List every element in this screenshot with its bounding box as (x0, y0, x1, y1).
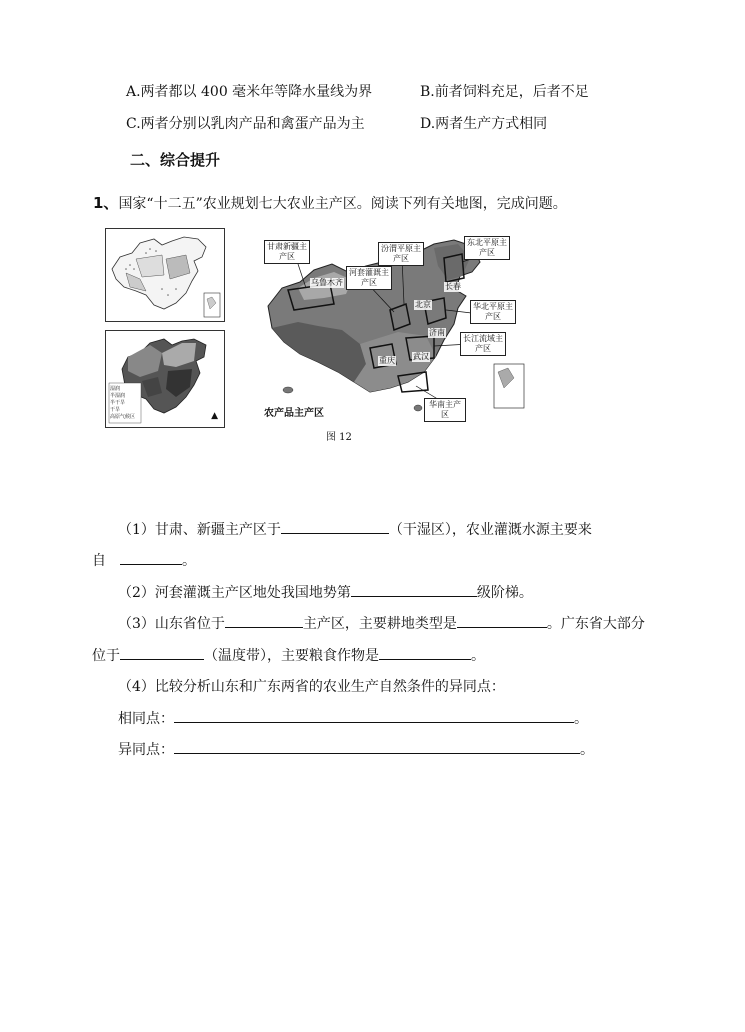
q3-text-end: 。 (471, 648, 485, 664)
label-dongbei: 东北平原主产区 (464, 236, 510, 260)
question-text: 国家“十二五”农业规划七大农业主产区。阅读下列有关地图，完成问题。 (118, 196, 567, 212)
city-wuhan: 武汉 (413, 352, 429, 361)
q3-text-d: 位于 (92, 648, 120, 664)
china-outline-map (106, 229, 224, 321)
option-b: B.前者饲料充足，后者不足 (420, 84, 589, 100)
answer-blank-q1-b[interactable] (120, 550, 182, 565)
label-changjiang: 长江流域主产区 (460, 332, 506, 356)
option-d: D.两者生产方式相同 (420, 116, 548, 132)
city-changchun: 长春 (445, 282, 461, 291)
legend-item-0: 湿润 (110, 386, 121, 392)
legend-item-4: 高原气候区 (110, 414, 136, 420)
sub-question-2 (118, 582, 533, 603)
option-a: A.两者都以 400 毫米年等降水量线为界 (126, 84, 373, 100)
answer-blank-differences[interactable] (174, 739, 580, 754)
option-c: C.两者分别以乳肉产品和禽蛋产品为主 (126, 116, 365, 132)
label-fenwei: 汾渭平原主产区 (378, 242, 424, 266)
sub-question-1-cont (92, 550, 196, 571)
map-legend (110, 386, 135, 421)
sub-question-3 (118, 613, 645, 634)
answer-blank-q3-a[interactable] (225, 613, 303, 628)
city-urumqi: 乌鲁木齐 (311, 278, 343, 287)
answer-blank-q3-d[interactable] (379, 645, 471, 660)
figure-caption: 图 12 (326, 432, 352, 443)
label-gansu-xinjiang: 甘肃新疆主产区 (264, 240, 310, 264)
q3-text-b: 主产区，主要耕地类型是 (302, 616, 457, 632)
legend-item-1: 半湿润 (110, 393, 126, 399)
q3-text-c: 。广东省大部分 (546, 616, 645, 632)
answer-blank-q2[interactable] (351, 582, 477, 597)
similarities-period: 。 (574, 711, 588, 727)
similarities-row (118, 708, 588, 729)
differences-row (118, 739, 594, 760)
q2-text-a: （2）河套灌溉主产区地处我国地势第 (118, 585, 351, 601)
q1-text-a: （1）甘肃、新疆主产区于 (118, 522, 281, 538)
city-jinan: 济南 (429, 328, 445, 337)
q1-text-c: 自 (92, 553, 106, 569)
inset-map-top (105, 228, 225, 322)
q1-text-end: 。 (182, 553, 196, 569)
answer-blank-q3-c[interactable] (120, 645, 204, 660)
question-1 (93, 193, 567, 214)
answer-blank-q1-a[interactable] (281, 519, 389, 534)
inset-map-bottom (105, 330, 225, 428)
section-title: 二、综合提升 (130, 151, 221, 169)
answer-blank-q3-b[interactable] (457, 613, 547, 628)
legend-item-3: 干旱 (110, 407, 121, 413)
legend-item-2: 半干旱 (110, 400, 126, 406)
north-arrow-icon: ▲ (211, 411, 218, 421)
sub-question-3-cont (92, 645, 485, 666)
map-title: 农产品主产区 (264, 408, 324, 419)
q2-text-b: 级阶梯。 (476, 585, 533, 601)
label-huabei: 华北平原主产区 (470, 300, 516, 324)
sub-question-4: （4）比较分析山东和广东两省的农业生产自然条件的异同点： (118, 679, 505, 695)
answer-blank-similarities[interactable] (174, 708, 574, 723)
question-number: 1、 (93, 194, 119, 212)
differences-label: 异同点： (118, 742, 174, 758)
label-hetao: 河套灌溉主产区 (346, 266, 392, 290)
q3-text-a: （3）山东省位于 (118, 616, 225, 632)
city-beijing: 北京 (415, 300, 431, 309)
main-map (258, 232, 530, 428)
city-chongqing: 重庆 (379, 356, 395, 365)
differences-period: 。 (580, 742, 594, 758)
q1-text-b: （干湿区），农业灌溉水源主要来 (388, 522, 592, 538)
sub-question-1 (118, 519, 592, 540)
label-huanan: 华南主产区 (424, 398, 466, 422)
similarities-label: 相同点： (118, 711, 174, 727)
q3-text-e: （温度带），主要粮食作物是 (204, 648, 379, 664)
